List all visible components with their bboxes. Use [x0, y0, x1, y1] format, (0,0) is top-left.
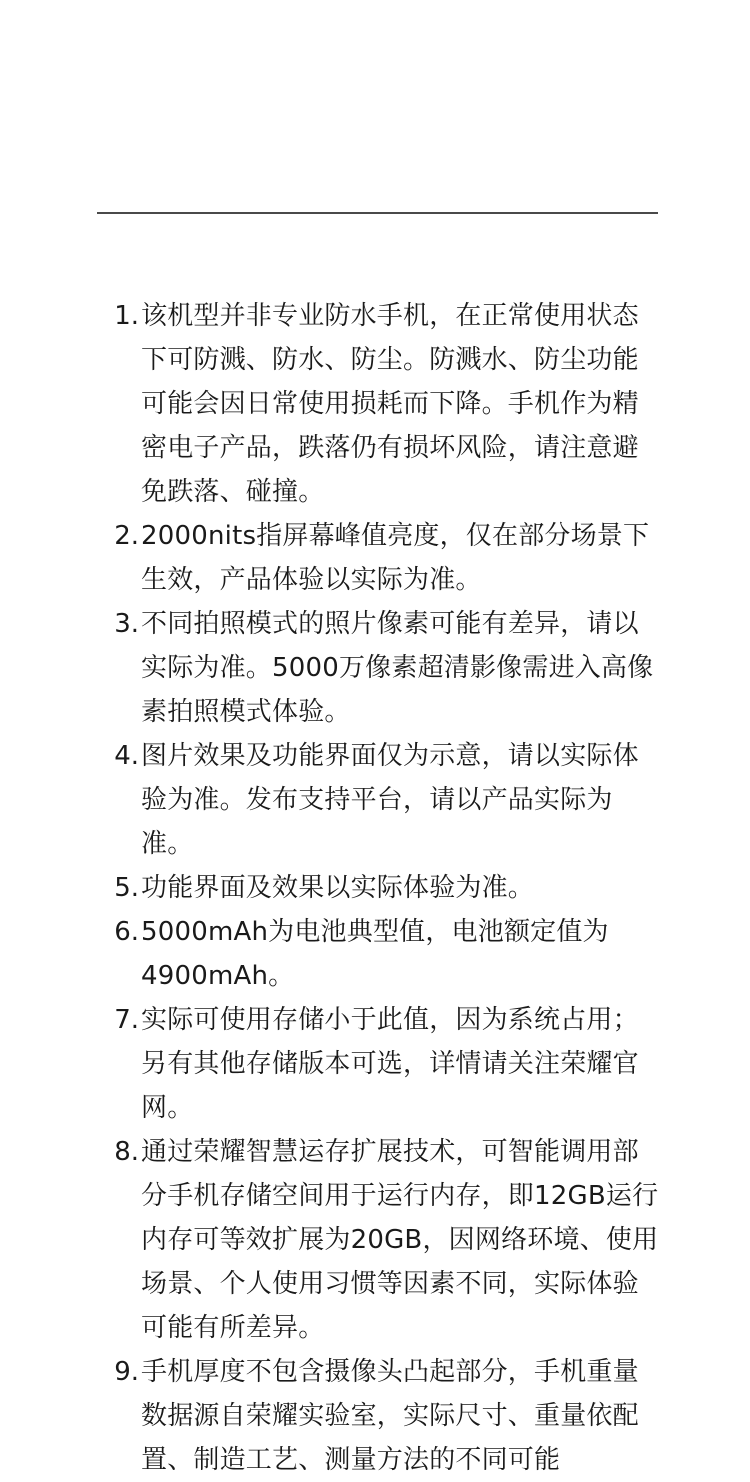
note-number: 4.: [114, 741, 139, 771]
note-text: 2000nits指屏幕峰值亮度，仅在部分场景下生效，产品体验以实际为准。: [141, 521, 650, 595]
note-number: 2.: [114, 521, 139, 551]
note-number: 3.: [114, 609, 139, 639]
note-text: 通过荣耀智慧运存扩展技术，可智能调用部分手机存储空间用于运行内存，即12GB运行内存可等效扩展为20GB，因网络环境、使用场景、个人使用习惯等因素不同，实际体验可能有所差异。: [141, 1137, 659, 1343]
note-text: 图片效果及功能界面仅为示意，请以实际体验为准。发布支持平台，请以产品实际为准。: [141, 741, 639, 859]
note-number: 5.: [114, 873, 139, 903]
note-item-2: [101, 514, 661, 602]
section-divider: [97, 212, 658, 214]
note-text: 手机厚度不包含摄像头凸起部分，手机重量数据源自荣耀实验室，实际尺寸、重量依配置、制造工艺、测量方法的不同可能: [141, 1357, 639, 1475]
note-item-8: [101, 1130, 661, 1350]
note-item-6: [101, 910, 661, 998]
disclaimer-notes-list: [101, 294, 661, 1482]
note-item-3: [101, 602, 661, 734]
note-number: 8.: [114, 1137, 139, 1167]
note-text: 5000mAh为电池典型值，电池额定值为4900mAh。: [141, 917, 609, 991]
note-number: 6.: [114, 917, 139, 947]
note-item-1: [101, 294, 661, 514]
note-item-7: [101, 998, 661, 1130]
note-text: 该机型并非专业防水手机，在正常使用状态下可防溅、防水、防尘。防溅水、防尘功能可能会因日常使用损耗而下降。手机作为精密电子产品，跌落仍有损坏风险，请注意避免跌落、碰撞。: [141, 301, 639, 507]
note-number: 7.: [114, 1005, 139, 1035]
note-item-4: [101, 734, 661, 866]
note-item-5: [101, 866, 661, 910]
note-text: 实际可使用存储小于此值，因为系统占用；另有其他存储版本可选，详情请关注荣耀官网。: [141, 1005, 639, 1123]
note-text: 不同拍照模式的照片像素可能有差异，请以实际为准。5000万像素超清影像需进入高像素拍照模式体验。: [141, 609, 654, 727]
note-number: 9.: [114, 1357, 139, 1387]
note-number: 1.: [114, 301, 139, 331]
note-item-9: [101, 1350, 661, 1482]
note-text: 功能界面及效果以实际体验为准。: [141, 873, 535, 903]
